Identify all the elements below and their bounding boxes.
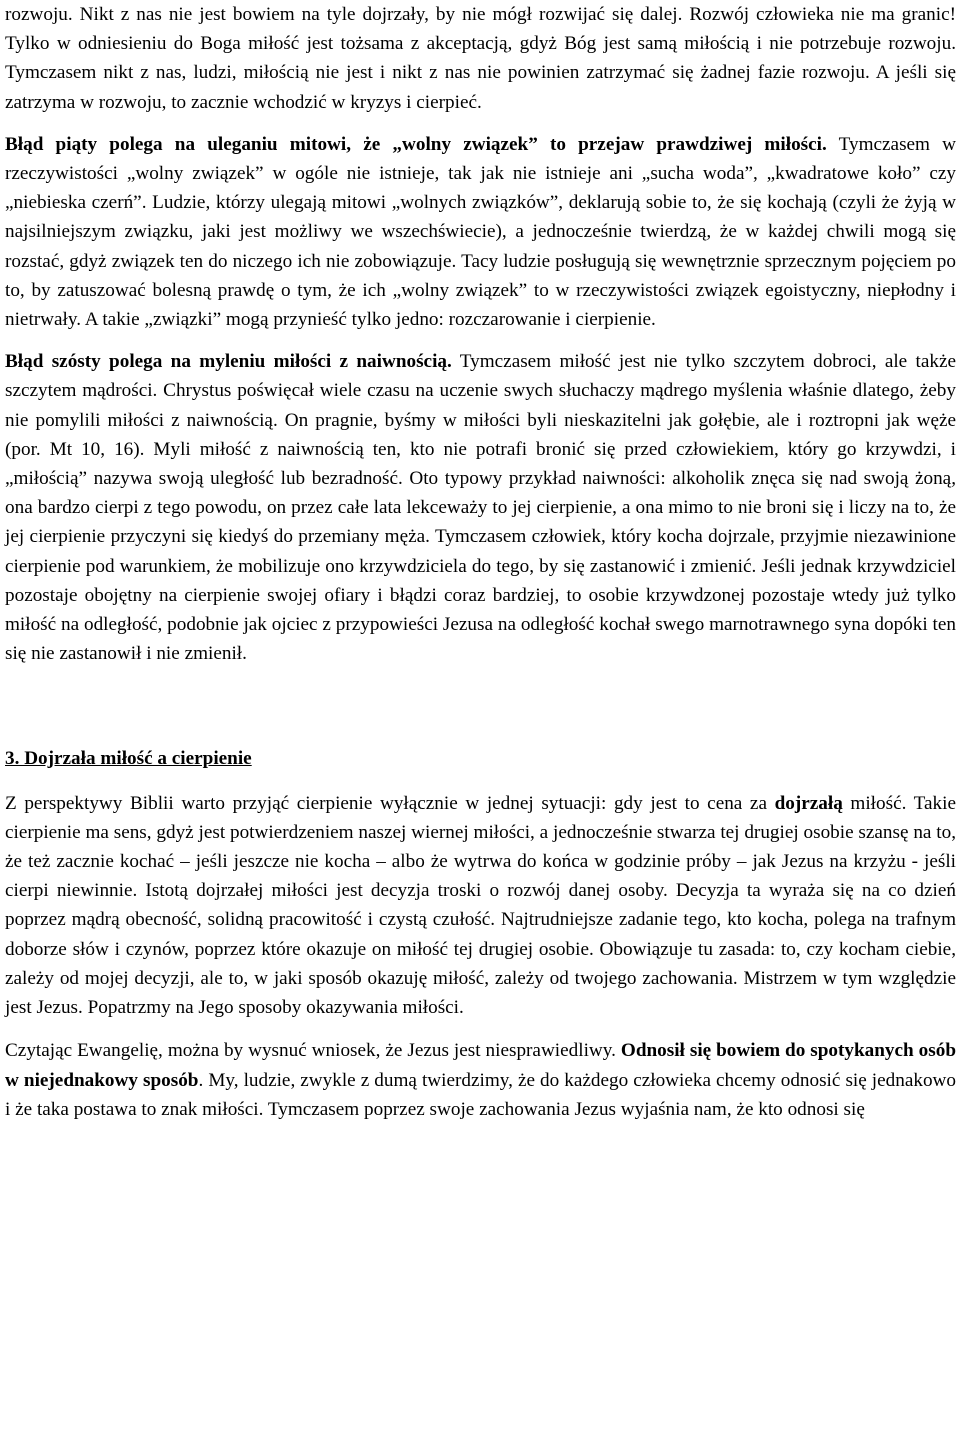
ewangelia-bold-phrase: Odnosił się bowiem do spotykanych osób w niejednakowy sposób	[5, 1040, 957, 1091]
paragraph-spacer	[5, 334, 956, 347]
ewangelia-text-start: Czytając Ewangelię, można by wysnuć wniosek, że Jezus jest niesprawiedliwy.	[5, 1040, 621, 1062]
paragraph-blad-piaty	[5, 130, 956, 334]
paragraph-spacer	[5, 1022, 956, 1036]
document-page	[5, 0, 956, 1124]
blad-piaty-text: Tymczasem w rzeczywistości „wolny związek” w ogóle nie istnieje, tak jak nie istnieje ani „sucha woda”, „kwadratowe koło” czy „niebieska czerń”. Ludzie, którzy ulegają mitowi „wolnych związków”, deklarują sobie to, że się kochają (czyli że żyją w najsilniejszym związku, jaki jest możliwy we wszechświecie), a jednocześnie twierdzą, że w każdej chwili mogą się rozstać, gdyż związek ten do niczego ich nie zobowiązuje. Tacy ludzie posługują się wewnętrznie sprzecznym pojęciem po to, by zatuszować bolesną prawdę o tym, że ich „wolny związek” to w rzeczywistości związek egoistyczny, niepłodny i nietrwały. A takie „związki” mogą przynieść tylko jedno: rozczarowanie i cierpienie.	[5, 133, 956, 331]
perspektywa-bold-word: dojrzałą	[774, 792, 843, 814]
ewangelia-text-end: . My, ludzie, zwykle z dumą twierdzimy, że do każdego człowieka chcemy odnosić się jednakowo i że taka postawa to znak miłości. Tymczasem poprzez swoje zachowania Jezus wyjaśnia nam, że kto odnosi się	[5, 1069, 956, 1120]
blad-szosty-lead: Błąd szósty polega na myleniu miłości z naiwnością.	[5, 351, 452, 373]
section-heading: 3. Dojrzała miłość a cierpienie	[5, 748, 252, 770]
paragraph-spacer	[5, 117, 956, 130]
section-spacer	[5, 668, 956, 744]
blad-szosty-text: Tymczasem miłość jest nie tylko szczytem dobroci, ale także szczytem mądrości. Chrystus poświęcał wiele czasu na uczenie swych słuchaczy mądrego myślenia właśnie dlatego, żeby nie pomylili miłości z naiwnością. On pragnie, byśmy w miłości byli nieskazitelni jak gołębie, ale i roztropni jak węże (por. Mt 10, 16). Myli miłość z naiwnością ten, kto nie potrafi bronić się przed człowiekiem, który go krzywdzi, i „miłością” nazywa swoją uległość lub bezradność. Oto typowy przykład naiwności: alkoholik znęca się nad swoją żoną, ona bardzo cierpi z tego powodu, on przez całe lata lekceważy to jej cierpienie, a ona mimo to nie broni się i liczy na to, że jej cierpienie przyczyni się kiedyś do przemiany męża. Tymczasem człowiek, który kocha dojrzale, przyjmie niezawinione cierpienie pod warunkiem, że mobilizuje ono krzywdziciela do tego, by się zastanowić i zmienić. Jeśli jednak krzywdziciel pozostaje obojętny na cierpienie swojej ofiary i błądzi coraz bardziej, to osobie krzywdzonej pozostaje wtedy już tylko miłość na odległość, podobnie jak ojciec z przypowieści Jezusa na odległość kochał swego marnotrawnego syna dopóki ten się nie zastanowił i nie zmienił.	[5, 351, 956, 665]
paragraph-perspektywa	[5, 789, 956, 1023]
perspektywa-text-end: miłość. Takie cierpienie ma sens, gdyż jest potwierdzeniem naszej wiernej miłości, a jednocześnie stwarza tej drugiej osobie szansę na to, że też zacznie kochać – jeśli jeszcze nie kocha – albo że wytrwa do końca w godzinie próby – jak Jezus na krzyżu - jeśli cierpi niewinnie. Istotą dojrzałej miłości jest decyzja troski o rozwój danej osoby. Decyzja ta wyraża się na co dzień poprzez mądrą obecność, solidną pracowitość i czystą czułość. Najtrudniejsze zadanie tego, kto kocha, polega na trafnym doborze słów i czynów, poprzez które okazuje on miłość tej drugiej osobie. Obowiązuje tu zasada: to, czy kocham ciebie, zależy od mojej decyzji, ale to, w jaki sposób okazuję miłość, zależy od twojego zachowania. Mistrzem w tym względzie jest Jezus. Popatrzmy na Jego sposoby okazywania miłości.	[5, 792, 957, 1019]
paragraph-spacer	[5, 774, 956, 789]
paragraph-rozwoj-text: rozwoju. Nikt z nas nie jest bowiem na tyle dojrzały, by nie mógł rozwijać się dalej. Rozwój człowieka nie ma granic! Tylko w odniesieniu do Boga miłość jest tożsama z akceptacją, gdyż Bóg jest samą miłością i nie potrzebuje rozwoju. Tymczasem nikt z nas, ludzi, miłością nie jest i nikt z nas nie powinien zatrzymać się żadnej fazie rozwoju. A jeśli się zatrzyma w rozwoju, to zacznie wchodzić w kryzys i cierpieć.	[5, 4, 956, 113]
perspektywa-text-start: Z perspektywy Biblii warto przyjąć cierpienie wyłącznie w jednej sytuacji: gdy jest to cena za	[5, 792, 775, 814]
blad-piaty-lead: Błąd piąty polega na uleganiu mitowi, że „wolny związek” to przejaw prawdziwej miłości.	[5, 133, 827, 155]
paragraph-rozwoj	[5, 0, 956, 117]
paragraph-blad-szosty	[5, 347, 956, 668]
paragraph-ewangelia	[5, 1036, 956, 1124]
